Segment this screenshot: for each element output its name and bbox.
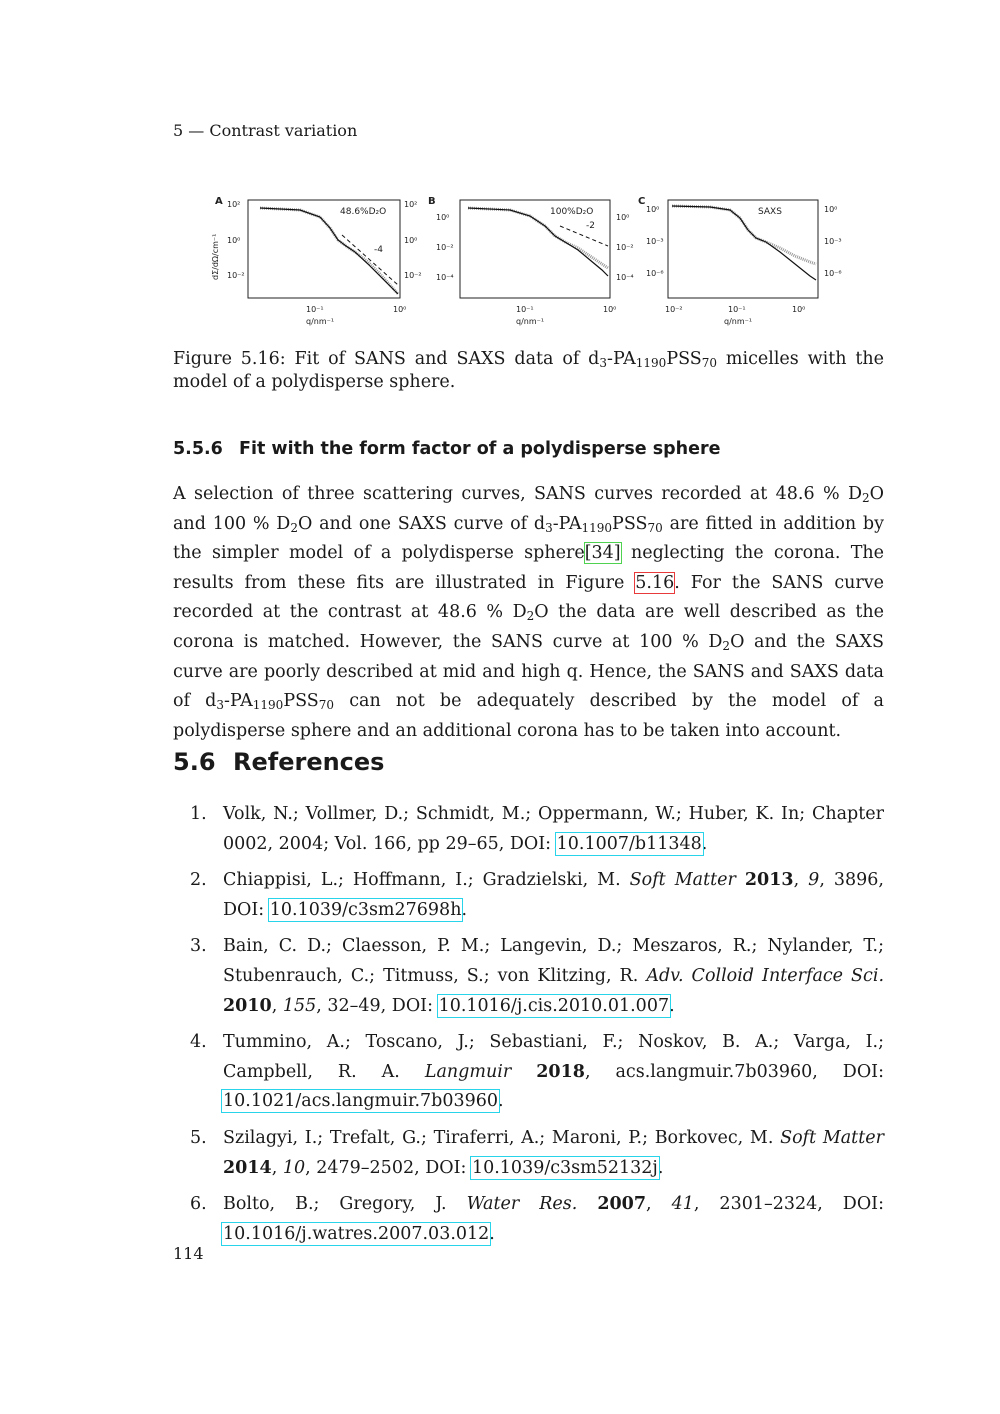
doi-link[interactable]: 10.1021/acs.langmuir.7b03960 [223, 1091, 499, 1112]
panel-b-ytick-right-1: 10⁰ [616, 213, 630, 222]
panel-a-xlabel: q/nm⁻¹ [306, 317, 335, 326]
panel-b-xlabel: q/nm⁻¹ [516, 317, 545, 326]
panel-a-label: 48.6%D₂O [340, 207, 387, 217]
panel-c-xlabel: q/nm⁻¹ [724, 317, 753, 326]
panel-a-ylabel: dΣ/dΩ/cm⁻¹ [211, 233, 220, 280]
reference-item: 1. Volk, N.; Vollmer, D.; Schmidt, M.; Oppermann, W.; Huber, K. In; Chapter 0002, 2004; Vol. 166, pp 29–65, DOI: 10.1007/b11348. [190, 804, 884, 854]
figure-graphic [210, 190, 850, 330]
running-header: 5 — Contrast variation [173, 121, 358, 140]
doi-link[interactable]: 10.1039/c3sm52132j [471, 1157, 658, 1178]
panel-b-slope: -2 [586, 221, 595, 231]
doi-link[interactable]: 10.1007/b11348 [556, 833, 702, 854]
doi-link[interactable]: 10.1016/j.cis.2010.01.007 [438, 995, 670, 1016]
panel-a-ytick-1: 10² [227, 200, 241, 209]
reference-item: 4. Tummino, A.; Toscano, J.; Sebastiani, F.; Noskov, B. A.; Varga, I.; Campbell, R. A. Langmuir 2018, acs.langmuir.7b03960, DOI: 10.1021/acs.langmuir.7b03960. [190, 1032, 884, 1112]
panel-b [428, 196, 634, 326]
section-title: References [233, 748, 385, 776]
panel-a-ytick-right-3: 10⁻² [404, 271, 422, 280]
panel-a-ytick-3: 10⁻² [227, 271, 245, 280]
section-heading [173, 748, 384, 776]
panel-a-slope: -4 [374, 245, 383, 255]
panel-c-letter: C [638, 196, 646, 207]
section-number: 5.6 [173, 748, 216, 776]
doi-link[interactable]: 10.1016/j.watres.2007.03.012 [223, 1223, 490, 1244]
figure-caption: Figure 5.16: Fit of SANS and SAXS data of $d_3-PA_{1190}PSS_{70}$ micelles with the model of a polydisperse sphere. [173, 349, 884, 392]
panel-c-ytick-right-3: 10⁻⁶ [824, 269, 842, 278]
panel-b-ytick-right-2: 10⁻² [616, 243, 634, 252]
panel-c-xtick-2: 10⁻¹ [728, 305, 746, 314]
doi-link[interactable]: 10.1039/c3sm27698h [269, 899, 462, 920]
subsection-heading [173, 439, 720, 459]
reference-item: 6. Bolto, B.; Gregory, J. Water Res. 2007, 41, 2301–2324, DOI: 10.1016/j.watres.2007.03.012. [190, 1194, 884, 1244]
panel-b-label: 100%D₂O [550, 207, 594, 217]
panel-b-ytick-2: 10⁻² [436, 243, 454, 252]
reference-item: 3. Bain, C. D.; Claesson, P. M.; Langevin, D.; Meszaros, R.; Nylander, T.; Stubenrauch, C.; Titmuss, S.; von Klitzing, R. Adv. Colloid Interface Sci. 2010, 155, 32–49, DOI: 10.1016/j.cis.2010.01.007. [190, 936, 885, 1016]
panel-b-ytick-1: 10⁰ [436, 213, 450, 222]
panel-c-label: SAXS [758, 207, 782, 217]
subsection-title: Fit with the form factor of a polydisperse sphere [239, 439, 721, 459]
figure-reference-link[interactable]: 5.16 [635, 572, 675, 593]
panel-b-xtick-1: 10⁻¹ [516, 305, 534, 314]
panel-a-ytick-right-2: 10⁰ [404, 236, 418, 245]
panel-b-letter: B [428, 196, 436, 207]
panel-c-ytick-right-2: 10⁻³ [824, 237, 842, 246]
reference-item: 5. Szilagyi, I.; Trefalt, G.; Tiraferri, A.; Maroni, P.; Borkovec, M. Soft Matter 2014, 10, 2479–2502, DOI: 10.1039/c3sm52132j. [190, 1127, 884, 1178]
figure-5-16 [210, 190, 850, 330]
panel-a-xtick-2: 10⁰ [393, 305, 407, 314]
panel-c-xtick-1: 10⁻² [665, 305, 683, 314]
page-number: 114 [173, 1244, 204, 1263]
panel-b-ytick-right-3: 10⁻⁴ [616, 273, 634, 282]
reference-item: 2. Chiappisi, L.; Hoffmann, I.; Gradzielski, M. Soft Matter 2013, 9, 3896, DOI: 10.1039/c3sm27698h. [190, 870, 884, 920]
citation-link[interactable]: [34] [584, 543, 621, 564]
panel-c-ytick-right-1: 10⁰ [824, 205, 838, 214]
panel-c-ytick-1: 10⁰ [646, 205, 660, 214]
panel-a-ytick-right-1: 10² [404, 200, 418, 209]
panel-a-letter: A [215, 196, 223, 207]
panel-c [638, 196, 842, 326]
reference-list [173, 800, 884, 1256]
panel-c-ytick-2: 10⁻³ [646, 237, 664, 246]
subsection-number: 5.5.6 [173, 439, 223, 459]
panel-a [211, 196, 422, 326]
panel-a-ytick-2: 10⁰ [227, 236, 241, 245]
panel-b-xtick-2: 10⁰ [603, 305, 617, 314]
panel-c-ytick-3: 10⁻⁶ [646, 269, 664, 278]
panel-b-ytick-3: 10⁻⁴ [436, 273, 454, 282]
panel-c-xtick-3: 10⁰ [792, 305, 806, 314]
body-paragraph: A selection of three scattering curves, SANS curves recorded at 48.6 % $D_2O$ and 100 % $D_2O$ and one SAXS curve of $d_3-PA_{1190}PSS_{70}$ are fitted in addition by the simpler model of a polydisperse sphere[34] neglecting the corona. The results from these fits are illustrated in Figure 5.16. For the SANS curve recorded at the contrast at 48.6 % $D_2O$ the data are well described as the corona is matched. However, the SANS curve at 100 % $D_2O$ and the SAXS curve are poorly described at mid and high q. Hence, the SANS and SAXS data of $d_3-PA_{1190}PSS_{70}$ can not be adequately described by the model of a polydisperse sphere and an additional corona has to be taken into account. [173, 484, 885, 741]
panel-a-xtick-1: 10⁻¹ [306, 305, 324, 314]
